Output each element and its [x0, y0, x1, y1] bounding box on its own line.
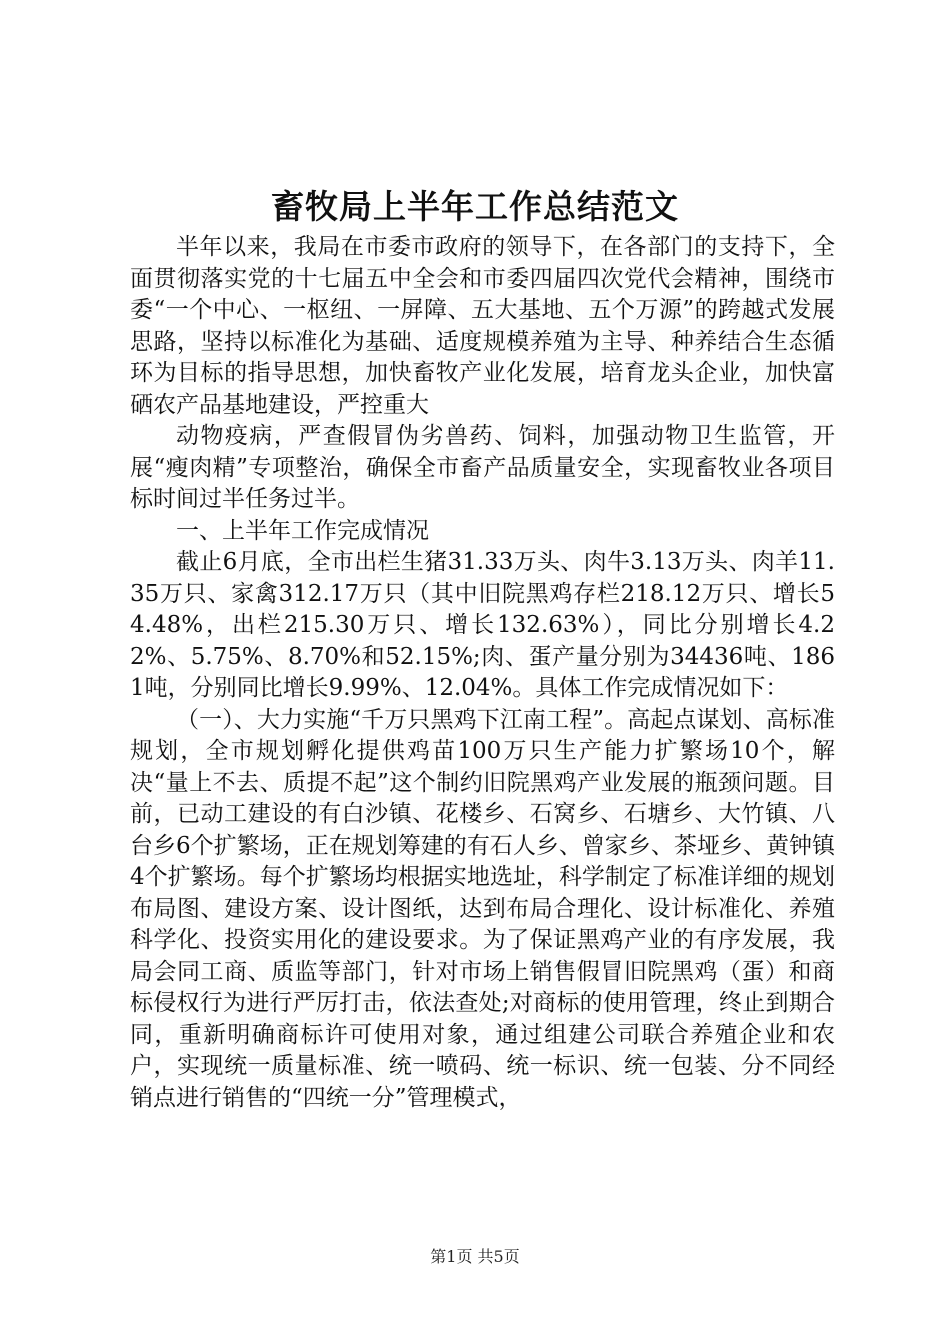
paragraph-black-chicken-project: （一）、大力实施“千万只黑鸡下江南工程”。高起点谋划、高标准规划，全市规划孵化提供鸡苗100万只生产能力扩繁场10个，解决“量上不去、质提不起”这个制约旧院黑鸡产业发展的瓶颈问题。目前，已动工建设的有白沙镇、花楼乡、石窝乡、石塘乡、大竹镇、八台乡6个扩繁场，正在规划筹建的有石人乡、曾家乡、茶垭乡、黄钟镇4个扩繁场。每个扩繁场均根据实地选址，科学制定了标准详细的规划布局图、建设方案、设计图纸，达到布局合理化、设计标准化、养殖科学化、投资实用化的建设要求。为了保证黑鸡产业的有序发展，我局会同工商、质监等部门，针对市场上销售假冒旧院黑鸡（蛋）和商标侵权行为进行严厉打击，依法查处;对商标的使用管理，终止到期合同，重新明确商标许可使用对象，通过组建公司联合养殖企业和农户，实现统一质量标准、统一喷码、统一标识、统一包装、分不同经销点进行销售的“四统一分”管理模式， — [130, 706, 835, 1111]
document-title: 畜牧局上半年工作总结范文 — [271, 187, 679, 226]
document-body — [130, 232, 835, 1114]
page-footer: 第1页 共5页 — [430, 1247, 520, 1266]
section-heading: 一、上半年工作完成情况 — [176, 517, 429, 544]
paragraph-statistics: 截止6月底，全市出栏生猪31.33万头、肉牛3.13万头、肉羊11.35万只、家禽312.17万只（其中旧院黑鸡存栏218.12万只、增长54.48%，出栏215.30万只、增长132.63%），同比分别增长4.22%、5.75%、8.70%和52.15%;肉、蛋产量分别为34436吨、1861吨，分别同比增长9.99%、12.04%。具体工作完成情况如下： — [130, 549, 835, 701]
paragraph-intro: 半年以来，我局在市委市政府的领导下，在各部门的支持下，全面贯彻落实党的十七届五中全会和市委四届四次党代会精神，围绕市委“一个中心、一枢纽、一屏障、五大基地、五个万源”的跨越式发展思路，坚持以标准化为基础、适度规模养殖为主导、种养结合生态循环为目标的指导思想，加快畜牧产业化发展，培育龙头企业，加快富硒农产品基地建设，严控重大 — [130, 234, 835, 418]
paragraph-intro-continued: 动物疫病，严查假冒伪劣兽药、饲料，加强动物卫生监管，开展“瘦肉精”专项整治，确保全市畜产品质量安全，实现畜牧业各项目标时间过半任务过半。 — [130, 423, 835, 512]
